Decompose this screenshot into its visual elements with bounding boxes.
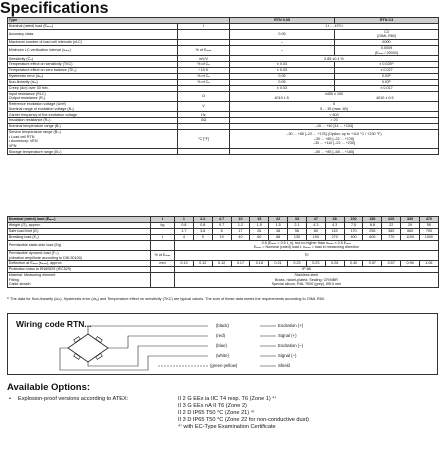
row-label: Nominal temperature range (Bₜ) (8, 124, 178, 130)
row-value-rtn-c3: ± 0.028¹⁾ (335, 62, 439, 68)
row-cell: 0.57 (363, 261, 382, 267)
row-cell: 270 (325, 234, 344, 240)
output-resistance-rtn-005: 4010 ± 5 (274, 96, 289, 101)
lead-black (88, 326, 208, 334)
row-value-rtn-c3: ± 0.017 (335, 85, 439, 91)
row-cell: 8.8 (363, 222, 382, 228)
row-label: Permissible static side load (Eq) (8, 240, 151, 250)
row-label: Input resistance (RLC) Output resistance (R₀) (8, 91, 178, 101)
row-label: Reference excitation voltage (Uref) Nominal range of excitation voltage (Bᵤ) (8, 102, 178, 112)
header-rtn-c3: RTN C3 (335, 18, 439, 24)
row-label: Temperature effect on sensitivity (TKC) (8, 62, 178, 68)
row-cell: 40 (231, 234, 250, 240)
row-cell: 150 (363, 217, 382, 223)
row-value-rtn-c3: C3 (OIML R60) (335, 29, 439, 39)
lead-color-4: (white) (216, 353, 229, 358)
row-value: IP 68 (175, 267, 439, 273)
footnote: ¹⁾ The data for Non-linearity (dₗᵢₙ), Hysteresis error (dₕᵧ) and Temperature effect on sensitivity (TKC) are typical values. The sum of these data meets the requirements according to OIML R60. (7, 297, 325, 301)
row-unit (151, 273, 175, 288)
row-label: Creep (dcr) over 30 min. (8, 85, 178, 91)
row-unit: kg (151, 222, 175, 228)
table-row (8, 102, 439, 112)
row-value-rtn-005: 0.05 (230, 29, 335, 39)
row-cell: 1.5 (269, 222, 288, 228)
row-value-rtn-c3: 0.03¹⁾ (335, 79, 439, 85)
row-value-rtn-c3: 0.0009 (Eₘₐₓ / 20000) (335, 46, 439, 56)
row-cell: 0.18 (250, 261, 269, 267)
row-cell: 130 (288, 234, 307, 240)
row-unit: mm (151, 261, 175, 267)
row-value: 0.5 (Eₘₐₓ = 0.5 t_n), but no higher than nₗₘₐₓ × 0.5 Eₘₐₓ Eₘₐₓ = Nominal (rated) load t, nₗₘₐₓ = load in measuring direction (175, 240, 439, 250)
row-label: Insulation resistance (Rᵢₛ) (8, 118, 178, 124)
page-title: Specifications (0, 0, 109, 17)
row-unit: GΩ (178, 118, 230, 124)
row-unit: Ω (178, 91, 230, 101)
row-cell: 8 (212, 228, 231, 234)
row-cell: 0.13 (175, 261, 194, 267)
row-cell: 0.8 (193, 222, 212, 228)
row-cell: 7.5 (344, 222, 363, 228)
lead-white (60, 348, 208, 370)
row-cell: 0.17 (231, 261, 250, 267)
row-unit: % of Cₙ (178, 74, 230, 80)
row-cell: 470 (419, 217, 438, 223)
row-value-rtn-c3: 6000 (335, 40, 439, 46)
row-cell: 2.1 (288, 222, 307, 228)
row-cell: 0.21 (269, 261, 288, 267)
row-cell: 0.7 (212, 222, 231, 228)
row-unit: t (151, 234, 175, 240)
row-unit: % of Eₘₐₓ (178, 46, 230, 56)
row-label: Safe load limit (Eₗ) (8, 228, 151, 234)
row-cell: 88 (269, 234, 288, 240)
lead-signal-4: Signal (–) (278, 353, 297, 358)
lead-color-5: (green-yellow) (210, 363, 238, 368)
row-cell: 1.7 (175, 228, 194, 234)
row-value-rtn-005: ± 0.03 (230, 85, 335, 91)
output-resistance-rtn-c3: 4010 ± 0.5 (376, 96, 394, 101)
lead-color-3: (blue) (216, 343, 227, 348)
row-cell: 4 (175, 234, 194, 240)
row-cell: 60 (250, 234, 269, 240)
row-value-rtn-c3: ± 0.027 (335, 68, 439, 74)
wiring-code-box (7, 313, 438, 375)
row-value-resistance (230, 91, 439, 101)
row-cell: 700 (419, 228, 438, 234)
row-cell: 330 (401, 217, 420, 223)
row-label: Maximum number of load cell intervals (nLC) (8, 40, 178, 46)
row-value: 2.85 ±0.1 % (230, 56, 439, 62)
row-unit (151, 240, 175, 250)
row-unit: Hz (178, 112, 230, 118)
resistor-4 (96, 354, 103, 360)
row-cell: 1.06 (419, 261, 438, 267)
row-label: Nominal (rated) load (Eₘₐₓ) (8, 23, 178, 29)
row-value: 5 5 ... 30 (max. 60) (230, 102, 439, 112)
row-label: Sensitivity (Cₙ) (8, 56, 178, 62)
row-cell: 0.12 (212, 261, 231, 267)
row-cell: 115 (325, 228, 344, 234)
row-unit (178, 149, 230, 155)
row-cell: 220 (382, 217, 401, 223)
table-row (8, 240, 439, 250)
row-value: Stainless steel Brass, nickel-plated; Sealing: CR/NBR Special silicon, RAL 7000 (grey), Ø5.5 mm (175, 273, 439, 288)
row-unit: % of Cₙ (178, 79, 230, 85)
row-label: Temperature effect on zero balance (TK₀) (8, 68, 178, 74)
row-label: Storage temperature range (Bₜₛ) (8, 149, 178, 155)
row-value: > 20 (230, 118, 439, 124)
row-cell: 2.2 (193, 217, 212, 223)
row-cell: 0.12 (193, 261, 212, 267)
row-cell: 17 (231, 228, 250, 234)
row-cell: 1 (175, 217, 194, 223)
row-unit: t (178, 23, 230, 29)
row-cell: 0.23 (306, 261, 325, 267)
row-label: Minimum LC verification interval (vₘᵢₙ) (8, 46, 178, 56)
row-label: Material: Measuring element Fitting Cable sheath (8, 273, 151, 288)
row-cell: 29 (401, 222, 420, 228)
row-cell: 4.3 (325, 222, 344, 228)
lead-signal-1: Excitation (+) (278, 323, 304, 328)
row-cell: 400 (344, 234, 363, 240)
table-row (8, 46, 439, 56)
row-value: 1 t ... 470 t (230, 23, 439, 29)
row-value-rtn-005: 0.05 (230, 74, 335, 80)
row-cell: 19 (212, 234, 231, 240)
option-item-3: II 2 D IP65 T50 °C (Zone 21) ⁴⁾ (178, 410, 255, 416)
row-label: Service temperature range (Bₜᵤ) • Load cell RTN • Accessory: VEN VPN (8, 130, 178, 149)
row-label: Accuracy class (8, 29, 178, 39)
options-label: Explosion-proof versions according to ATEX: (18, 396, 129, 402)
lead-color-1: (black) (216, 323, 229, 328)
row-value: –10 ... +40 [14 ... +104] (230, 124, 439, 130)
row-cell: 47 (306, 217, 325, 223)
row-cell: 170 (344, 228, 363, 234)
row-cell: 0.26 (325, 261, 344, 267)
row-unit: % of Eₘₐₓ (151, 250, 175, 260)
load-range-table (7, 216, 439, 288)
row-cell: 22 (382, 222, 401, 228)
table-row (8, 273, 439, 288)
lead-signal-2: Signal (+) (278, 333, 297, 338)
row-label: Non-linearity (dₗᵢₙ) (8, 79, 178, 85)
row-value-rtn-005: ± 0.03 (230, 62, 335, 68)
row-cell: 0.8 (175, 222, 194, 228)
row-cell: 59 (419, 222, 438, 228)
row-value: –30 ... +85 [–22 ... +176] (Option: up to +110 °C / +230 °F) –30 ... +85 [–22 ... +176] –30 ... +110 [–22 ... +230] (230, 130, 439, 149)
row-label: Breaking load (E₄) (8, 234, 151, 240)
row-value: 70 (175, 250, 439, 260)
row-label: Deflection at Eₘₐₓ (sₙₒₘ), approx. (8, 261, 151, 267)
row-label: Nominal (rated) load (Eₘₐₓ) (8, 217, 151, 223)
bridge-diamond (68, 334, 108, 362)
option-item-1: II 2 G EEx ia IIC T4 resp. T6 (Zone 1) ⁴⁾ (178, 396, 277, 402)
row-unit (178, 29, 230, 39)
resistor-1 (74, 337, 81, 343)
row-value: –50 ... +85 [–58 ... +185] (230, 149, 439, 155)
row-value-rtn-005: – (230, 40, 335, 46)
row-cell: 9 (193, 234, 212, 240)
row-value: < 600 (230, 112, 439, 118)
row-cell: 1.5 (250, 222, 269, 228)
header-rtn-005: RTN 0.05 (230, 18, 335, 24)
lead-signal-3: Excitation (–) (278, 343, 304, 348)
options-title: Available Options: (7, 382, 91, 393)
wiring-title: Wiring code RTN... (16, 319, 92, 329)
row-cell: 380 (382, 228, 401, 234)
row-label: Permissible dynamic load (Fₛᵣ) (vibration amplitude according to DIN 50100) (8, 250, 151, 260)
row-unit: V (178, 102, 230, 112)
row-cell: 100 (344, 217, 363, 223)
row-cell: 1.2 (231, 222, 250, 228)
row-cell: 26 (250, 228, 269, 234)
table-row (8, 130, 439, 149)
row-cell: 0.40 (344, 261, 363, 267)
row-label: Hysteresis error (dₕᵧ) (8, 74, 178, 80)
header-type: Type (8, 18, 230, 24)
resistor-3 (74, 354, 81, 360)
row-unit: °C [°F] (178, 130, 230, 149)
row-value-rtn-c3: 0.03¹⁾ (335, 74, 439, 80)
row-cell: 0.57 (382, 261, 401, 267)
row-value-rtn-005: – (230, 46, 335, 56)
table-row (8, 29, 439, 39)
row-cell: 22 (269, 217, 288, 223)
row-unit: / 10 K (178, 68, 230, 74)
options-bullet: • (9, 396, 11, 402)
lead-color-2: (red) (216, 333, 226, 338)
row-label: Carrier frequency of the excitation voltage (8, 112, 178, 118)
row-cell: 770 (382, 234, 401, 240)
input-resistance-value: 4450 ± 100 (324, 91, 344, 96)
row-unit: % of Cₙ (178, 62, 230, 68)
row-cell: 80 (306, 228, 325, 234)
row-cell: 255 (363, 228, 382, 234)
row-cell: 3.8 (193, 228, 212, 234)
row-label: Protection class to EN60529 (IEC529) (8, 267, 151, 273)
row-cell: 15 (250, 217, 269, 223)
row-unit: t (151, 217, 175, 223)
row-cell: 10 (231, 217, 250, 223)
row-cell: 1500 (419, 234, 438, 240)
specifications-table (7, 17, 439, 155)
row-cell: 190 (306, 234, 325, 240)
row-cell: 560 (401, 228, 420, 234)
row-cell: 1100 (401, 234, 420, 240)
row-cell: 0.96 (401, 261, 420, 267)
row-cell: 0.23 (288, 261, 307, 267)
row-label: Weight (G), approx. (8, 222, 151, 228)
row-unit: mV/V (178, 56, 230, 62)
table-row (8, 149, 439, 155)
row-value-rtn-005: ± 0.03 (230, 68, 335, 74)
option-item-4: II 3 D IP65 T50 °C (Zone 22 for non-conductive dust) (178, 417, 309, 423)
row-cell: 38 (269, 228, 288, 234)
row-value-rtn-005: 0.05 (230, 79, 335, 85)
resistor-2 (96, 337, 103, 343)
table-row (8, 250, 439, 260)
option-item-2: II 3 G EEx nA II T6 (Zone 2) (178, 403, 247, 409)
row-cell: 4.7 (212, 217, 231, 223)
row-cell: 600 (363, 234, 382, 240)
table-row (8, 91, 439, 101)
option-item-5: ⁴⁾ with EC-Type Examination Certificate (178, 424, 276, 430)
row-cell: 56 (288, 228, 307, 234)
lead-signal-5: Shield (278, 363, 290, 368)
row-cell: 33 (288, 217, 307, 223)
row-cell: 4.3 (306, 222, 325, 228)
row-cell: 68 (325, 217, 344, 223)
